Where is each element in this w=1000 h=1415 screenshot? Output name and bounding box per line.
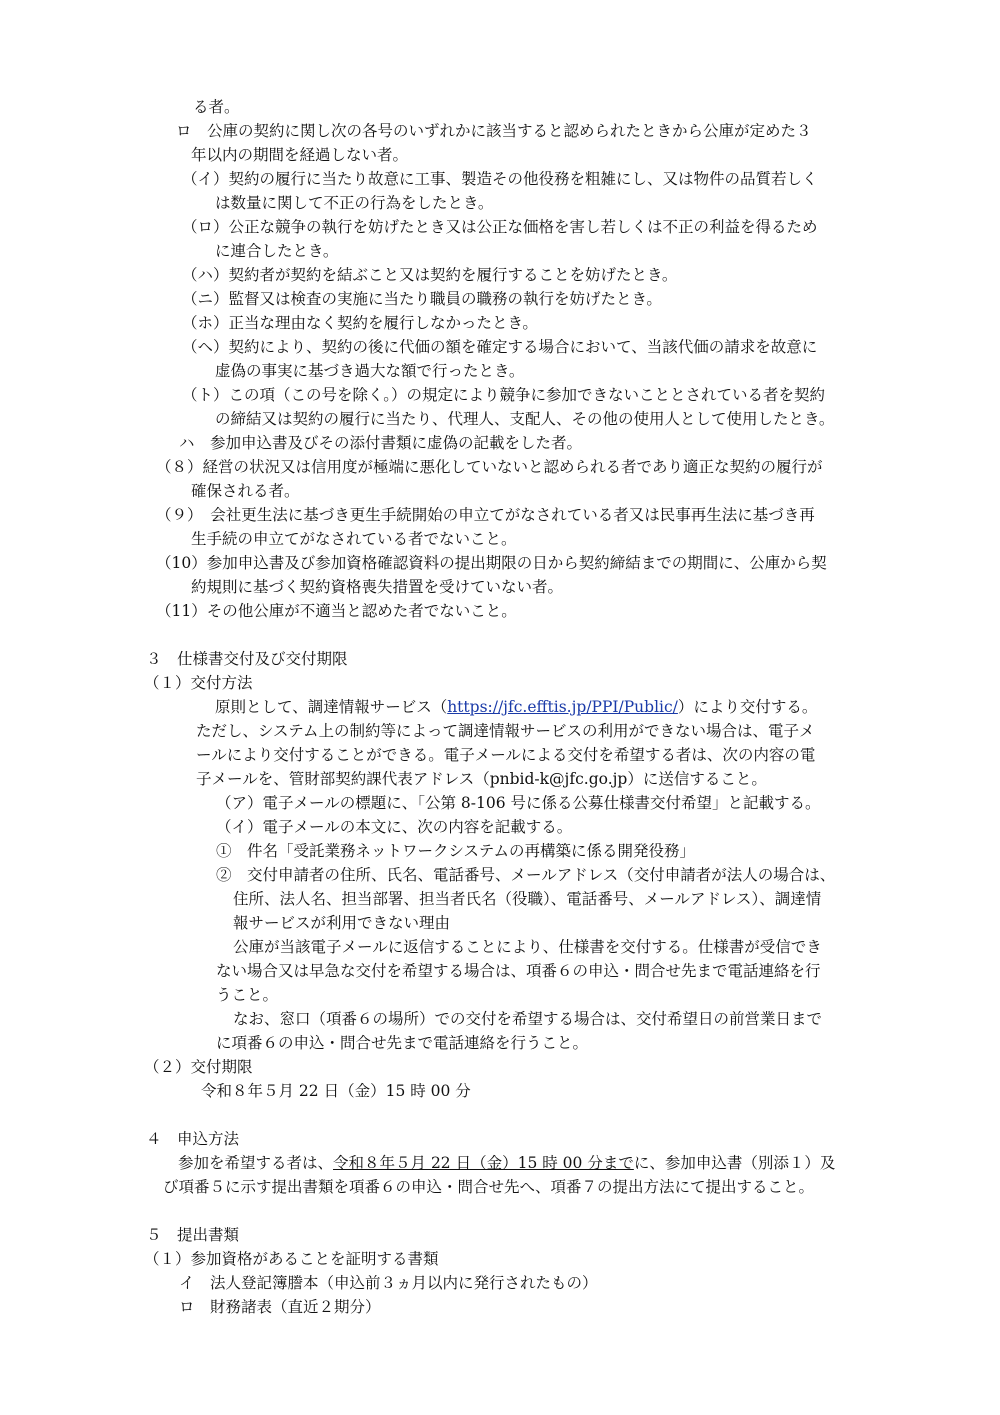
text-line: うこと。: [216, 986, 279, 1004]
text-span: に、参加申込書（別添１）及: [633, 1154, 836, 1172]
text-line: （イ）電子メールの本文に、次の内容を記載する。: [216, 818, 573, 836]
text-line: （ニ）監督又は検査の実施に当たり職員の職務の執行を妨げたとき。: [182, 290, 662, 308]
text-line: ただし、システム上の制約等によって調達情報サービスの利用ができない場合は、電子メ: [196, 722, 815, 740]
subsection-heading: （２）交付期限: [144, 1058, 253, 1076]
subsection-heading: （１）交付方法: [144, 674, 253, 692]
text-line: 確保される者。: [191, 482, 300, 500]
text-line: （11）その他公庫が不適当と認めた者でないこと。: [156, 602, 517, 620]
underlined-deadline: 令和８年５月 22 日（金）15 時 00 分まで: [333, 1154, 634, 1172]
text-span: ）により交付する。: [677, 698, 818, 716]
text-line: 生手続の申立てがなされている者でないこと。: [191, 530, 517, 548]
text-span: 参加を希望する者は、: [178, 1154, 334, 1172]
text-line: なお、窓口（項番６の場所）での交付を希望する場合は、交付希望日の前営業日まで: [233, 1010, 823, 1028]
text-line: に連合したとき。: [215, 242, 339, 260]
text-line: （ト）この項（この号を除く。）の規定により競争に参加できないこととされている者を契約: [182, 386, 825, 404]
text-line: ① 件名「受託業務ネットワークシステムの再構築に係る開発役務」: [216, 842, 695, 860]
text-line: （ア）電子メールの標題に、「公第 8-106 号に係る公募仕様書交付希望」と記載する。: [216, 794, 821, 812]
text-line: の締結又は契約の履行に当たり、代理人、支配人、その他の使用人として使用したとき。: [215, 410, 835, 428]
text-line: （イ）契約の履行に当たり故意に工事、製造その他役務を粗雑にし、又は物件の品質若しく: [182, 170, 818, 188]
text-line: [178, 1152, 835, 1174]
text-line: （10）参加申込書及び参加資格確認資料の提出期限の日から契約締結までの期間に、公庫から契: [156, 554, 827, 572]
deadline-text: 令和８年５月 22 日（金）15 時 00 分: [201, 1082, 471, 1100]
text-line: （ヘ）契約により、契約の後に代価の額を確定する場合において、当該代価の請求を故意に: [182, 338, 818, 356]
text-span: 原則として、調達情報サービス（: [215, 698, 448, 716]
text-line: び項番５に示す提出書類を項番６の申込・問合せ先へ、項番７の提出方法にて提出すること。: [163, 1178, 815, 1196]
text-line: イ 法人登記簿謄本（申込前３ヵ月以内に発行されたもの）: [179, 1274, 598, 1292]
text-line: ロ 財務諸表（直近２期分）: [179, 1298, 381, 1316]
text-line: （８）経営の状況又は信用度が極端に悪化していないと認められる者であり適正な契約の履行が: [156, 458, 823, 476]
text-line: [215, 696, 817, 718]
section-heading: ４ 申込方法: [146, 1130, 240, 1148]
text-line: ② 交付申請者の住所、氏名、電話番号、メールアドレス（交付申請者が法人の場合は、: [216, 866, 836, 884]
subsection-heading: （１）参加資格があることを証明する書類: [144, 1250, 439, 1268]
text-line: 公庫が当該電子メールに返信することにより、仕様書を交付する。仕様書が受信でき: [233, 938, 822, 956]
text-line: 約規則に基づく契約資格喪失措置を受けていない者。: [191, 578, 564, 596]
text-line: （９） 会社更生法に基づき更生手続開始の申立てがなされている者又は民事再生法に基づき再: [156, 506, 815, 524]
procurement-service-link[interactable]: https://jfc.efftis.jp/PPI/Public/: [447, 698, 678, 716]
text-line: 報サービスが利用できない理由: [233, 914, 451, 932]
text-line: ハ 参加申込書及びその添付書類に虚偽の記載をした者。: [179, 434, 583, 452]
section-heading: ３ 仕様書交付及び交付期限: [146, 650, 348, 668]
text-line: ない場合又は早急な交付を希望する場合は、項番６の申込・問合せ先まで電話連絡を行: [216, 962, 821, 980]
text-line: る者。: [193, 98, 240, 116]
text-line: に項番６の申込・問合せ先まで電話連絡を行うこと。: [216, 1034, 589, 1052]
text-line: 虚偽の事実に基づき過大な額で行ったとき。: [215, 362, 525, 380]
text-line: （ホ）正当な理由なく契約を履行しなかったとき。: [182, 314, 538, 332]
text-line: 子メールを、管財部契約課代表アドレス（pnbid-k@jfc.go.jp）に送信すること。: [196, 770, 767, 788]
text-line: 年以内の期間を経過しない者。: [191, 146, 409, 164]
text-line: （ハ）契約者が契約を結ぶこと又は契約を履行することを妨げたとき。: [182, 266, 678, 284]
text-line: （ロ）公正な競争の執行を妨げたとき又は公正な価格を害し若しくは不正の利益を得るため: [182, 218, 818, 236]
text-line: ールにより交付することができる。電子メールによる交付を希望する者は、次の内容の電: [196, 746, 816, 764]
text-line: ロ 公庫の契約に関し次の各号のいずれかに該当すると認められたときから公庫が定めた３: [176, 122, 812, 140]
text-line: 住所、法人名、担当部署、担当者氏名（役職）、電話番号、メールアドレス）、調達情: [233, 890, 822, 908]
section-heading: ５ 提出書類: [146, 1226, 240, 1244]
text-line: は数量に関して不正の行為をしたとき。: [215, 194, 494, 212]
